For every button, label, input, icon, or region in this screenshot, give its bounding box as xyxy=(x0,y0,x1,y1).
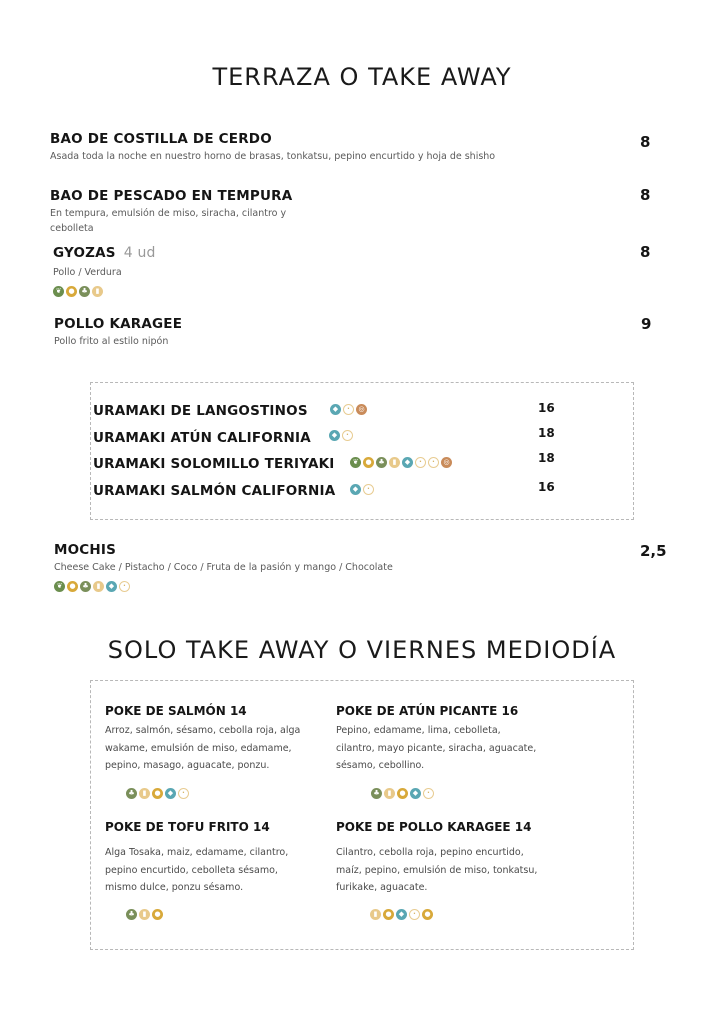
gluten-icon: ❦ xyxy=(53,286,64,297)
poke-item-pollo xyxy=(336,820,541,897)
sesame-icon: · xyxy=(342,430,353,441)
poke-name: POKE DE TOFU FRITO 14 xyxy=(105,820,270,834)
gluten-icon: ❦ xyxy=(54,581,65,592)
crustacean-icon: ◎ xyxy=(441,457,452,468)
item-description: Asada toda la noche en nuestro horno de brasas, tonkatsu, pepino encurtido y hoja de shisho xyxy=(50,151,496,162)
uramaki-price: 16 xyxy=(538,480,555,494)
item-description: Pollo / Verdura xyxy=(53,267,122,278)
fish-icon: ◆ xyxy=(396,909,407,920)
milk-icon: ▮ xyxy=(384,788,395,799)
allergen-icons xyxy=(330,404,367,415)
milk-icon: ▮ xyxy=(92,286,103,297)
poke-name: POKE DE ATÚN PICANTE 16 xyxy=(336,704,519,718)
uramaki-price: 18 xyxy=(538,426,555,440)
menu-item-pollo-karagee xyxy=(54,316,183,349)
poke-name: POKE DE POLLO KARAGEE 14 xyxy=(336,820,532,834)
soy-icon: ♣ xyxy=(371,788,382,799)
fish-icon: ◆ xyxy=(165,788,176,799)
sesame-icon: · xyxy=(415,457,426,468)
sesame-icon: · xyxy=(423,788,434,799)
soy-icon: ♣ xyxy=(79,286,90,297)
egg-icon: ● xyxy=(383,909,394,920)
allergen-icons xyxy=(329,430,353,441)
sesame-icon: · xyxy=(343,404,354,415)
item-description: Pollo frito al estilo nipón xyxy=(54,336,169,347)
poke-description: Pepino, edamame, lima, cebolleta, cilantro, mayo picante, siracha, aguacate, sésamo, cebollino. xyxy=(336,725,537,771)
item-price: 2,5 xyxy=(640,542,667,560)
egg-icon: ● xyxy=(152,909,163,920)
milk-icon: ▮ xyxy=(370,909,381,920)
item-name: BAO DE PESCADO EN TEMPURA xyxy=(50,188,293,204)
item-name: GYOZAS xyxy=(53,245,116,261)
allergen-icons xyxy=(126,909,163,920)
soy-icon: ♣ xyxy=(80,581,91,592)
uramaki-name: URAMAKI SOLOMILLO TERIYAKI xyxy=(93,456,335,472)
poke-item-tofu xyxy=(105,820,310,897)
sesame-icon: · xyxy=(409,909,420,920)
mustard-icon: ● xyxy=(422,909,433,920)
fish-icon: ◆ xyxy=(329,430,340,441)
milk-icon: ▮ xyxy=(93,581,104,592)
item-name: BAO DE COSTILLA DE CERDO xyxy=(50,131,272,147)
allergen-icons xyxy=(126,788,189,799)
menu-item-mochis xyxy=(54,542,574,575)
uramaki-name: URAMAKI SALMÓN CALIFORNIA xyxy=(93,483,336,499)
poke-description: Arroz, salmón, sésamo, cebolla roja, alga wakame, emulsión de miso, edamame, pepino, masago, aguacate, ponzu. xyxy=(105,725,301,771)
fish-icon: ◆ xyxy=(330,404,341,415)
poke-name: POKE DE SALMÓN 14 xyxy=(105,704,247,718)
item-quantity: 4 ud xyxy=(123,245,156,261)
uramaki-name: URAMAKI DE LANGOSTINOS xyxy=(93,403,308,419)
allergen-icons xyxy=(53,286,103,297)
milk-icon: ▮ xyxy=(389,457,400,468)
milk-icon: ▮ xyxy=(139,909,150,920)
fish-icon: ◆ xyxy=(350,484,361,495)
menu-item-bao-pescado xyxy=(50,188,320,236)
item-description: En tempura, emulsión de miso, siracha, cilantro y cebolleta xyxy=(50,208,287,234)
section-title-terraza: TERRAZA O TAKE AWAY xyxy=(212,63,512,91)
celery-icon: · xyxy=(428,457,439,468)
allergen-icons xyxy=(370,909,433,920)
poke-item-salmon xyxy=(105,704,310,775)
menu-item-bao-costilla xyxy=(50,131,510,164)
uramaki-price: 16 xyxy=(538,401,555,415)
allergen-icons xyxy=(54,581,130,592)
sesame-icon: · xyxy=(178,788,189,799)
poke-description: Cilantro, cebolla roja, pepino encurtido, maíz, pepino, emulsión de miso, tonkatsu, furikake, aguacate. xyxy=(336,847,538,893)
allergen-icons xyxy=(371,788,434,799)
soy-icon: ♣ xyxy=(126,788,137,799)
item-price: 8 xyxy=(640,243,651,261)
fish-icon: ◆ xyxy=(106,581,117,592)
menu-item-gyozas xyxy=(53,245,353,280)
gluten-icon: ❦ xyxy=(350,457,361,468)
soy-icon: ♣ xyxy=(126,909,137,920)
fish-icon: ◆ xyxy=(402,457,413,468)
egg-icon: ● xyxy=(152,788,163,799)
item-name: POLLO KARAGEE xyxy=(54,316,183,332)
egg-icon: ● xyxy=(67,581,78,592)
item-price: 8 xyxy=(640,133,651,151)
crustacean-icon: ◎ xyxy=(356,404,367,415)
allergen-icons xyxy=(350,484,374,495)
item-name: MOCHIS xyxy=(54,542,117,558)
uramaki-price: 18 xyxy=(538,451,555,465)
item-price: 8 xyxy=(640,186,651,204)
egg-icon: ● xyxy=(66,286,77,297)
poke-description: Alga Tosaka, maiz, edamame, cilantro, pepino encurtido, cebolleta sésamo, mismo dulce, ponzu sésamo. xyxy=(105,847,289,893)
allergen-icons xyxy=(350,457,452,468)
item-price: 9 xyxy=(641,315,652,333)
sesame-icon: · xyxy=(363,484,374,495)
egg-icon: ● xyxy=(397,788,408,799)
fish-icon: ◆ xyxy=(410,788,421,799)
poke-item-atun xyxy=(336,704,541,775)
milk-icon: ▮ xyxy=(139,788,150,799)
section-title-solo-take-away: SOLO TAKE AWAY O VIERNES MEDIODÍA xyxy=(107,636,617,664)
soy-icon: ♣ xyxy=(376,457,387,468)
item-description: Cheese Cake / Pistacho / Coco / Fruta de la pasión y mango / Chocolate xyxy=(54,562,393,573)
sesame-icon: · xyxy=(119,581,130,592)
uramaki-name: URAMAKI ATÚN CALIFORNIA xyxy=(93,430,311,446)
egg-icon: ● xyxy=(363,457,374,468)
